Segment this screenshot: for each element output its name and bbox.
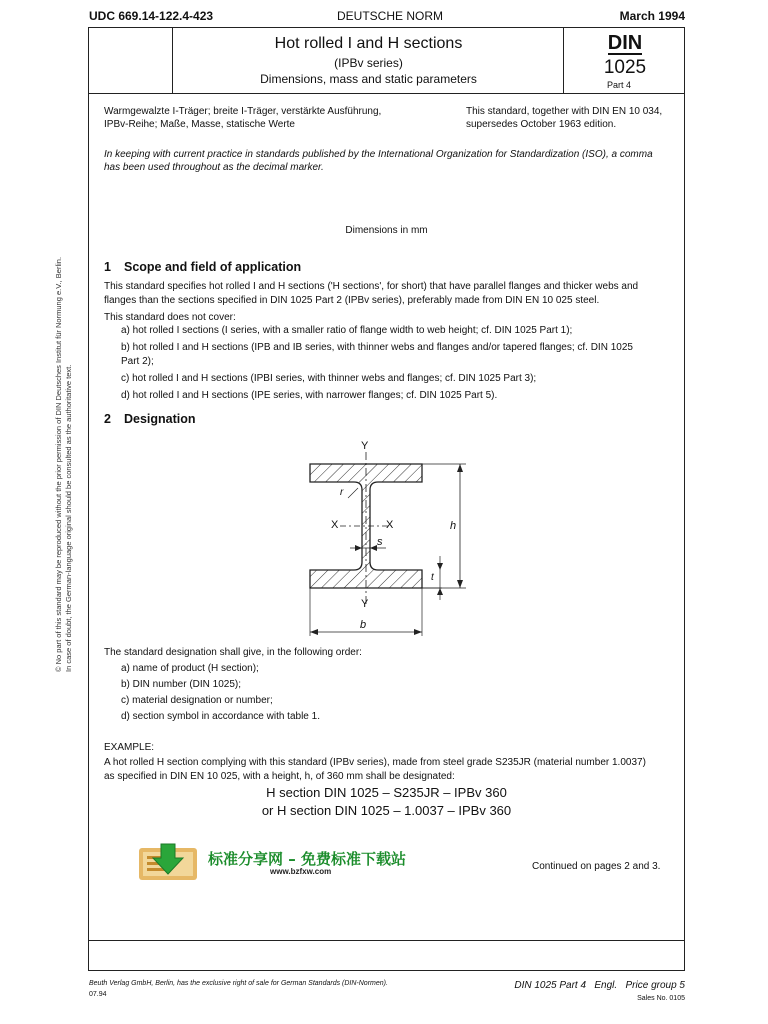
label-y-top: Y (361, 440, 369, 452)
supersedes-line: This standard, together with DIN EN 10 034, (466, 106, 663, 117)
copyright-note-line-2: In case of doubt, the German-language original should be consulted as the authoritative text. (64, 364, 73, 672)
iso-note-line: In keeping with current practice in standards published by the International Organization for Standardization (ISO), a comma (104, 149, 653, 160)
exclusion-list (121, 324, 681, 403)
footer-publisher: Beuth Verlag GmbH, Berlin, has the exclusive right of sale for German Standards (DIN-Normen). (89, 980, 388, 987)
dimensions-note: Dimensions in mm (345, 225, 428, 236)
list-item: d) hot rolled I and H sections (IPE series, with narrower flanges; cf. DIN 1025 Part 5). (121, 390, 498, 401)
section-2-number: 2 (104, 412, 111, 426)
continued-note: Continued on pages 2 and 3. (532, 861, 661, 872)
example-line: as specified in DIN EN 10 025, with a height, h, of 360 mm shall be designated: (104, 771, 455, 782)
label-x-left: X (331, 519, 339, 531)
label-web-thickness: s (377, 536, 383, 548)
section-1-paragraph (104, 280, 679, 325)
example-line: A hot rolled H section complying with this standard (IPBv series), made from steel grade S235JR (material number 1.0037) (104, 757, 646, 768)
german-title-line: Warmgewalzte I-Träger; breite I-Träger, verstärkte Ausführung, (104, 106, 382, 117)
section-1-heading: Scope and field of application (124, 260, 302, 274)
document-subtitle: (IPBv series) (334, 56, 403, 70)
list-item: c) material designation or number; (121, 695, 273, 706)
example-text (104, 756, 679, 784)
paragraph-line: This standard specifies hot rolled I and H sections ('H sections', for short) that have parallel flanges and thicker webs and (104, 281, 639, 292)
bottom-box (88, 940, 685, 971)
list-item: d) section symbol in accordance with table 1. (121, 711, 320, 722)
iso-note-line: has been used throughout as the decimal marker. (104, 162, 324, 173)
document-title: Hot rolled I and H sections (274, 35, 463, 52)
supersedes-note (466, 105, 681, 131)
iso-note (104, 148, 676, 174)
label-height: h (450, 520, 457, 532)
supersedes-line: supersedes October 1963 edition. (466, 119, 617, 130)
list-item: b) hot rolled I and H sections (IPB and IB series, with thinner webs and flanges and/or tapered flanges; cf. DIN 1025 (121, 342, 633, 353)
list-item: b) DIN number (DIN 1025); (121, 679, 242, 690)
section-2-heading: Designation (124, 412, 196, 426)
label-x-right: X (386, 519, 394, 531)
udc-number: UDC 669.14-122.4-423 (89, 9, 214, 23)
designation-list (121, 661, 681, 725)
document-description: Dimensions, mass and static parameters (260, 72, 477, 86)
h-section-figure (290, 438, 480, 638)
watermark-url: www.bzfxw.com (270, 867, 332, 876)
label-width: b (360, 619, 367, 631)
list-item-continuation: Part 2); (121, 356, 154, 367)
watermark-text: 标准分享网 – 免费标准下载站 (208, 850, 406, 868)
list-item: c) hot rolled I and H sections (IPBI series, with thinner webs and flanges; cf. DIN 1025 Part 3); (121, 373, 537, 384)
not-cover-line: This standard does not cover: (104, 312, 236, 323)
title-divider-left (172, 27, 173, 94)
title-divider-right (563, 27, 564, 94)
designation-intro: The standard designation shall give, in the following order: (104, 647, 362, 658)
din-mark (565, 33, 685, 55)
watermark-logo-icon (137, 842, 199, 882)
issue-date: March 1994 (619, 9, 685, 23)
label-radius: r (340, 487, 344, 498)
section-1-number: 1 (104, 260, 111, 274)
din-number: 1025 (603, 57, 647, 78)
copyright-note-line-1: © No part of this standard may be reproduced without the prior permission of DIN Deutsches Institut für Normung e.V., Berlin. (54, 256, 63, 672)
paragraph-line: flanges than the sections specified in DIN 1025 Part 2 (IPBv series), preferably made from DIN EN 10 025 steel. (104, 295, 600, 306)
german-title-line: IPBv-Reihe; Maße, Masse, statische Werte (104, 119, 295, 130)
din-part: Part 4 (607, 80, 632, 90)
standard-type: DEUTSCHE NORM (336, 9, 443, 23)
label-y-bottom: Y (361, 598, 369, 610)
example-label: EXAMPLE: (104, 742, 155, 753)
footer-document-info: DIN 1025 Part 4 Engl. Price group 5 (514, 980, 685, 991)
german-title (104, 105, 444, 131)
designation-example-2: or H section DIN 1025 – 1.0037 – IPBv 360 (261, 803, 512, 818)
designation-example-1: H section DIN 1025 – S235JR – IPBv 360 (266, 785, 507, 800)
din-label: DIN (607, 32, 643, 54)
footer-edition: 07.94 (89, 991, 107, 998)
list-item: a) name of product (H section); (121, 663, 259, 674)
label-flange-thickness: t (431, 572, 434, 583)
footer-sales-number: Sales No. 0105 (637, 995, 685, 1002)
list-item: a) hot rolled I sections (I series, with a smaller ratio of flange width to web height; cf. DIN 1025 Part 1); (121, 325, 573, 336)
